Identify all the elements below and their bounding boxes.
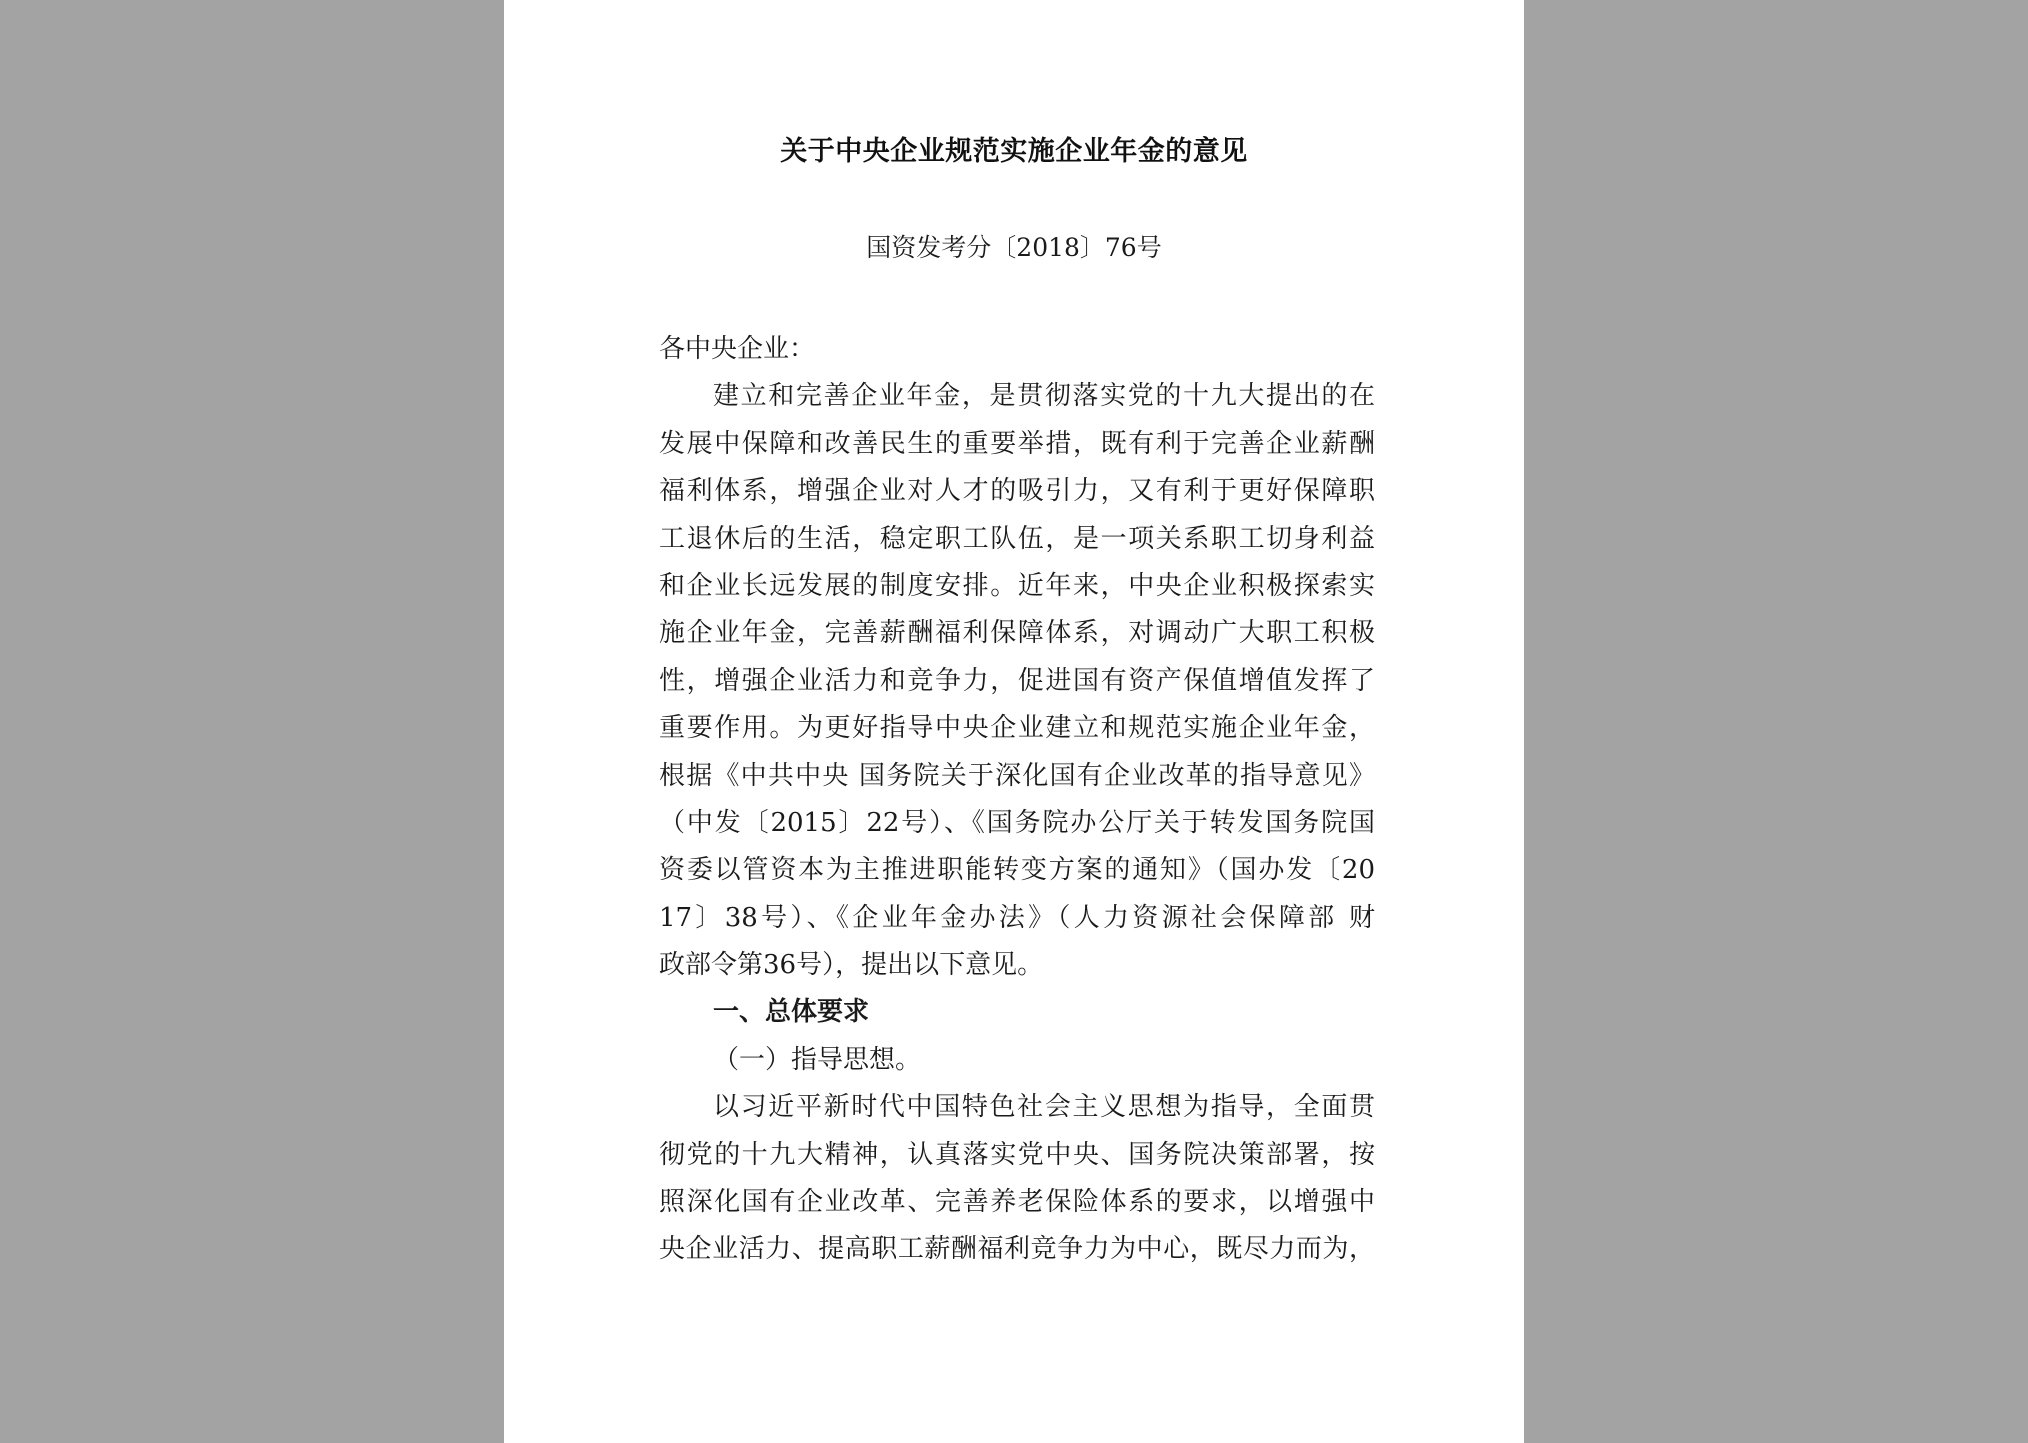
paragraph-line: 照深化国有企业改革、完善养老保险体系的要求，以增强中 [659, 1187, 1375, 1218]
paragraph-line: 工退休后的生活，稳定职工队伍，是一项关系职工切身利益 [659, 523, 1375, 554]
document-body [659, 326, 1375, 1274]
document-number: 国资发考分〔2018〕76号 [866, 233, 1162, 262]
paragraph-line: 建立和完善企业年金，是贯彻落实党的十九大提出的在 [713, 381, 1375, 412]
paragraph-line: 以习近平新时代中国特色社会主义思想为指导，全面贯 [713, 1092, 1375, 1123]
document-page [504, 0, 1524, 1443]
paragraph-line: 和企业长远发展的制度安排。近年来，中央企业积极探索实 [659, 570, 1375, 601]
paragraph-line: 政部令第36号），提出以下意见。 [659, 950, 1044, 981]
paragraph-line: 福利体系，增强企业对人才的吸引力，又有利于更好保障职 [659, 476, 1375, 507]
subsection-heading: （一）指导思想。 [713, 1044, 922, 1075]
paragraph-line: 彻党的十九大精神，认真落实党中央、国务院决策部署，按 [659, 1139, 1375, 1170]
paragraph-line: （中发〔2015〕22号）、《国务院办公厅关于转发国务院国 [659, 807, 1375, 838]
salutation: 各中央企业： [659, 334, 816, 364]
paragraph-line: 资委以管资本为主推进职能转变方案的通知》（国办发〔20 [659, 855, 1375, 886]
paragraph-line: 央企业活力、提高职工薪酬福利竞争力为中心，既尽力而为， [659, 1234, 1375, 1265]
section-heading: 一、总体要求 [713, 997, 870, 1028]
paragraph-line: 性，增强企业活力和竞争力，促进国有资产保值增值发挥了 [659, 665, 1375, 696]
paragraph-line: 17〕38号）、《企业年金办法》（人力资源社会保障部 财 [659, 902, 1375, 933]
paragraph-line: 施企业年金，完善薪酬福利保障体系，对调动广大职工积极 [659, 618, 1375, 649]
paragraph-line: 根据《中共中央 国务院关于深化国有企业改革的指导意见》 [659, 760, 1375, 791]
paragraph-line: 发展中保障和改善民生的重要举措，既有利于完善企业薪酬 [659, 428, 1375, 459]
document-title: 关于中央企业规范实施企业年金的意见 [780, 136, 1248, 167]
paragraph-line: 重要作用。为更好指导中央企业建立和规范实施企业年金， [659, 713, 1375, 744]
